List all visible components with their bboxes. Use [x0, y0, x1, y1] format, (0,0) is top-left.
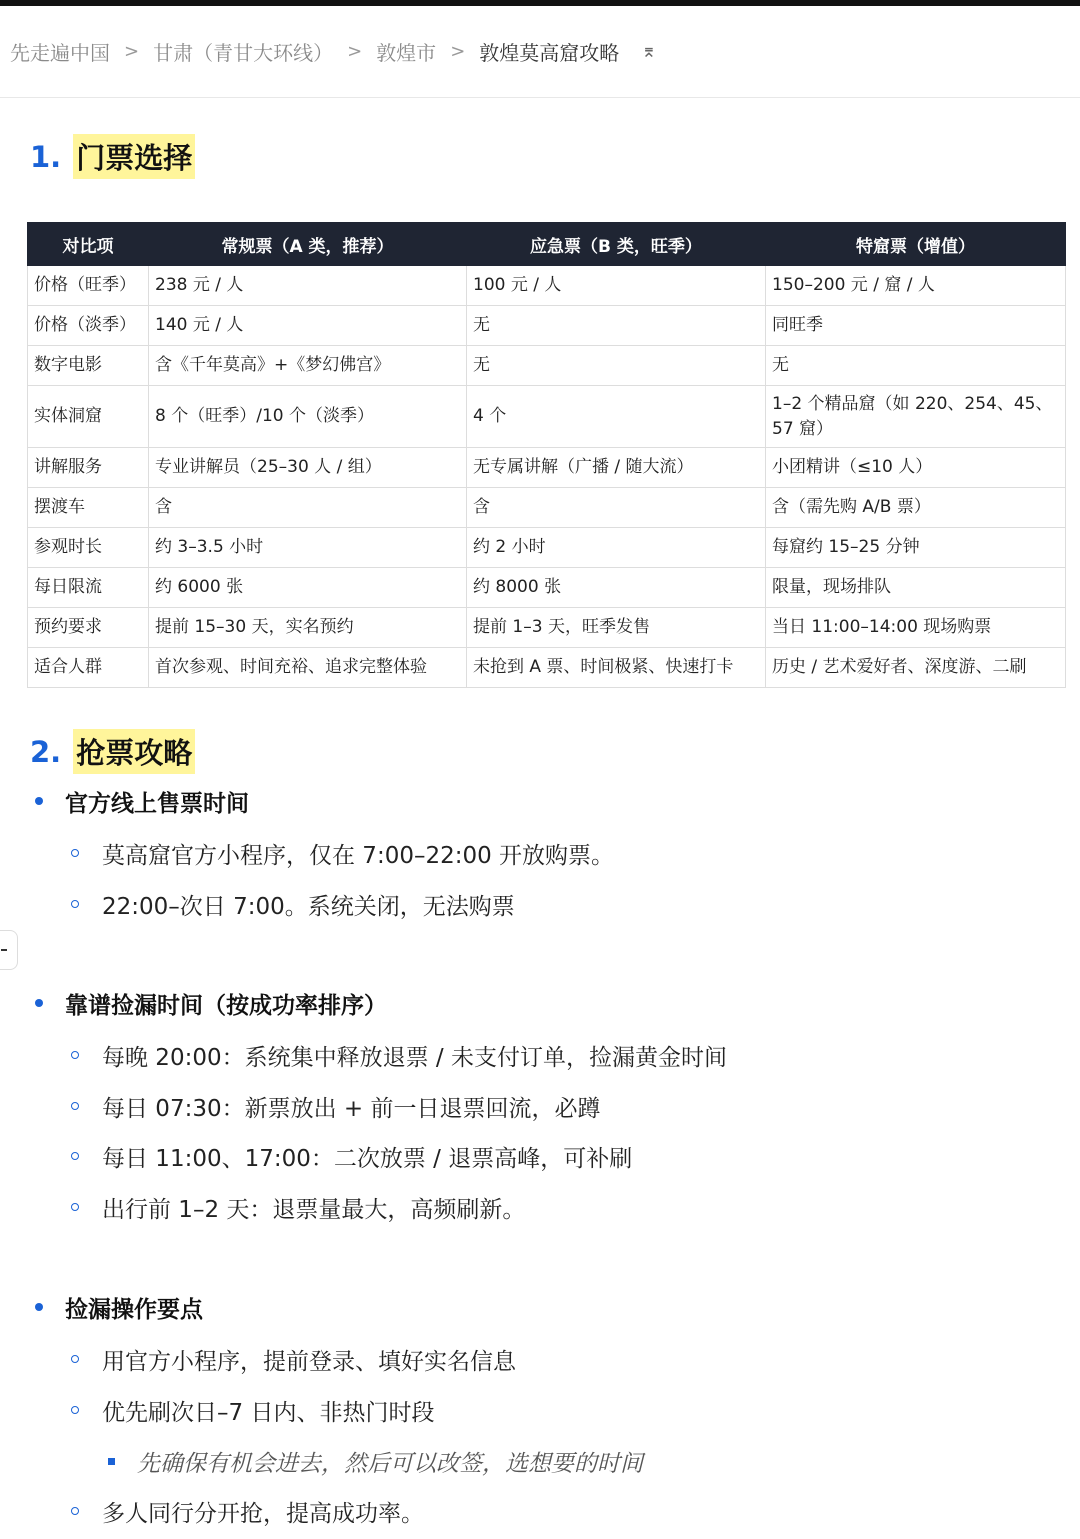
breadcrumb-item-dunhuang[interactable]: 敦煌市 — [376, 41, 437, 65]
list-group-title — [35, 786, 249, 816]
table-cell: 价格（淡季） — [28, 306, 149, 346]
table-cell: 约 3–3.5 小时 — [149, 528, 467, 568]
list-item — [71, 1039, 727, 1071]
table-cell: 含 — [467, 488, 766, 528]
circle-bullet-icon — [71, 1507, 79, 1515]
table-row — [28, 608, 1066, 648]
breadcrumb-item-china[interactable]: 先走遍中国 — [10, 41, 110, 65]
list-subitem — [108, 1445, 643, 1477]
bullet-icon — [35, 1303, 43, 1311]
section-number: 2. — [30, 734, 62, 769]
list-group-title — [35, 1292, 203, 1322]
table-cell: 未抢到 A 票、时间极紧、快速打卡 — [467, 648, 766, 688]
square-bullet-icon — [108, 1458, 115, 1465]
list-item-text: 优先刷次日–7 日内、非热门时段 — [102, 1399, 435, 1426]
table-cell: 无专属讲解（广播 / 随大流） — [467, 448, 766, 488]
table-cell: 预约要求 — [28, 608, 149, 648]
circle-bullet-icon — [71, 1152, 79, 1160]
list-item — [71, 1495, 424, 1527]
list-group-title-text: 捡漏操作要点 — [65, 1296, 203, 1323]
list-item — [71, 1343, 516, 1375]
list-subitem-text: 先确保有机会进去，然后可以改签，选想要的时间 — [137, 1450, 643, 1477]
table-row — [28, 306, 1066, 346]
section-number: 1. — [30, 139, 62, 174]
list-item-text: 用官方小程序，提前登录、填好实名信息 — [102, 1348, 516, 1375]
list-item — [71, 837, 614, 869]
list-item-text: 每日 11:00、17:00：二次放票 / 退票高峰，可补刷 — [102, 1145, 633, 1172]
breadcrumb-item-gansu[interactable]: 甘肃（青甘大环线） — [153, 41, 334, 65]
circle-bullet-icon — [71, 900, 79, 908]
table-row — [28, 488, 1066, 528]
pin-icon[interactable]: ⌆ — [641, 41, 657, 62]
table-row — [28, 648, 1066, 688]
list-group-title-text: 靠谱捡漏时间（按成功率排序） — [65, 992, 387, 1019]
table-cell: 小团精讲（≤10 人） — [766, 448, 1066, 488]
circle-bullet-icon — [71, 1051, 79, 1059]
section-title: 抢票攻略 — [73, 729, 195, 774]
bullet-icon — [35, 999, 43, 1007]
table-cell: 约 8000 张 — [467, 568, 766, 608]
list-item — [71, 888, 515, 920]
list-item-text: 每日 07:30：新票放出 + 前一日退票回流，必蹲 — [102, 1095, 601, 1122]
table-cell: 140 元 / 人 — [149, 306, 467, 346]
table-row — [28, 386, 1066, 448]
table-row — [28, 266, 1066, 306]
circle-bullet-icon — [71, 1102, 79, 1110]
table-cell: 首次参观、时间充裕、追求完整体验 — [149, 648, 467, 688]
table-cell: 约 2 小时 — [467, 528, 766, 568]
table-cell: 含《千年莫高》+《梦幻佛宫》 — [149, 346, 467, 386]
circle-bullet-icon — [71, 1406, 79, 1414]
list-item — [71, 1140, 632, 1172]
list-group-title-text: 官方线上售票时间 — [65, 790, 249, 817]
circle-bullet-icon — [71, 1355, 79, 1363]
bullet-icon — [35, 797, 43, 805]
table-row — [28, 528, 1066, 568]
table-cell: 提前 15–30 天，实名预约 — [149, 608, 467, 648]
table-cell: 无 — [467, 346, 766, 386]
table-cell: 实体洞窟 — [28, 386, 149, 448]
table-cell: 每窟约 15–25 分钟 — [766, 528, 1066, 568]
section-heading-booking — [30, 729, 195, 774]
table-cell: 专业讲解员（25–30 人 / 组） — [149, 448, 467, 488]
table-cell: 约 6000 张 — [149, 568, 467, 608]
section-heading-tickets — [30, 134, 195, 179]
chevron-right-icon: > — [124, 41, 140, 62]
table-row — [28, 346, 1066, 386]
circle-bullet-icon — [71, 849, 79, 857]
table-cell: 150–200 元 / 窟 / 人 — [766, 266, 1066, 306]
list-item-text: 22:00–次日 7:00。系统关闭，无法购票 — [102, 893, 515, 920]
list-item-text: 每晚 20:00：系统集中释放退票 / 未支付订单，捡漏黄金时间 — [102, 1044, 727, 1071]
side-collapse-handle[interactable] — [0, 930, 18, 970]
table-header: 应急票（B 类，旺季） — [467, 223, 766, 266]
table-cell: 适合人群 — [28, 648, 149, 688]
chevron-right-icon: > — [347, 41, 363, 62]
breadcrumb — [0, 6, 1080, 98]
table-cell: 历史 / 艺术爱好者、深度游、二刷 — [766, 648, 1066, 688]
table-row — [28, 568, 1066, 608]
table-cell: 同旺季 — [766, 306, 1066, 346]
table-cell: 讲解服务 — [28, 448, 149, 488]
table-cell: 含 — [149, 488, 467, 528]
table-header: 特窟票（增值） — [766, 223, 1066, 266]
table-cell: 数字电影 — [28, 346, 149, 386]
chevron-right-icon: > — [450, 41, 466, 62]
list-item-text: 莫高窟官方小程序，仅在 7:00–22:00 开放购票。 — [102, 842, 615, 869]
breadcrumb-item-current: 敦煌莫高窟攻略 — [479, 41, 620, 65]
table-cell: 100 元 / 人 — [467, 266, 766, 306]
table-cell: 每日限流 — [28, 568, 149, 608]
list-item-text: 多人同行分开抢，提高成功率。 — [102, 1500, 424, 1527]
table-header: 对比项 — [28, 223, 149, 266]
table-cell: 价格（旺季） — [28, 266, 149, 306]
list-item — [71, 1394, 434, 1426]
table-cell: 限量，现场排队 — [766, 568, 1066, 608]
list-item-text: 出行前 1–2 天：退票量最大，高频刷新。 — [102, 1196, 526, 1223]
table-cell: 8 个（旺季）/10 个（淡季） — [149, 386, 467, 448]
table-cell: 摆渡车 — [28, 488, 149, 528]
table-cell: 参观时长 — [28, 528, 149, 568]
table-cell: 无 — [467, 306, 766, 346]
table-cell: 当日 11:00–14:00 现场购票 — [766, 608, 1066, 648]
table-cell: 1–2 个精品窟（如 220、254、45、57 窟） — [766, 386, 1066, 448]
table-cell: 无 — [766, 346, 1066, 386]
circle-bullet-icon — [71, 1203, 79, 1211]
table-cell: 4 个 — [467, 386, 766, 448]
ticket-comparison-table — [27, 222, 1066, 688]
table-row — [28, 448, 1066, 488]
table-cell: 提前 1–3 天，旺季发售 — [467, 608, 766, 648]
table-cell: 含（需先购 A/B 票） — [766, 488, 1066, 528]
list-item — [71, 1090, 601, 1122]
table-header-row — [28, 223, 1066, 266]
list-item — [71, 1191, 525, 1223]
list-group-title — [35, 988, 387, 1018]
section-title: 门票选择 — [73, 134, 195, 179]
table-cell: 238 元 / 人 — [149, 266, 467, 306]
table-header: 常规票（A 类，推荐） — [149, 223, 467, 266]
